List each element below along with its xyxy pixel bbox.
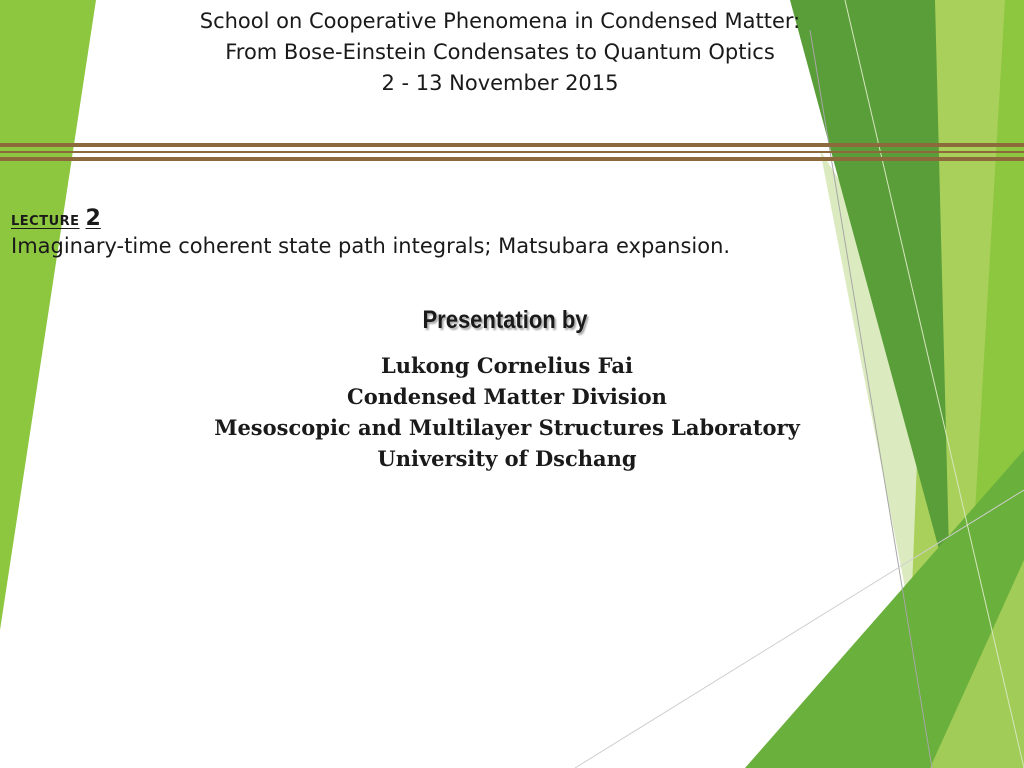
lecture-title: Imaginary-time coherent state path integrals; Matsubara expansion. (11, 234, 731, 258)
school-subtitle: From Bose-Einstein Condensates to Quantum Optics (225, 40, 775, 64)
presenter-university: University of Dschang (377, 446, 637, 471)
divider-bottom (0, 157, 1024, 161)
lecture-heading (11, 206, 101, 231)
divider-top (0, 143, 1024, 147)
presenter-division: Condensed Matter Division (347, 384, 667, 409)
school-dates: 2 - 13 November 2015 (381, 71, 619, 95)
school-name: School on Cooperative Phenomena in Condensed Matter: (199, 9, 801, 33)
lecture-label: LECTURE (11, 214, 80, 229)
lecture-block (11, 206, 730, 260)
divider-middle (0, 151, 1024, 153)
presentation-by-heading: Presentation by (422, 306, 588, 334)
lecture-number: 2 (85, 206, 101, 231)
presenter-details (150, 350, 864, 474)
presenter-name: Lukong Cornelius Fai (381, 353, 633, 378)
school-header (0, 6, 1000, 99)
presenter-laboratory: Mesoscopic and Multilayer Structures Laboratory (214, 415, 800, 440)
